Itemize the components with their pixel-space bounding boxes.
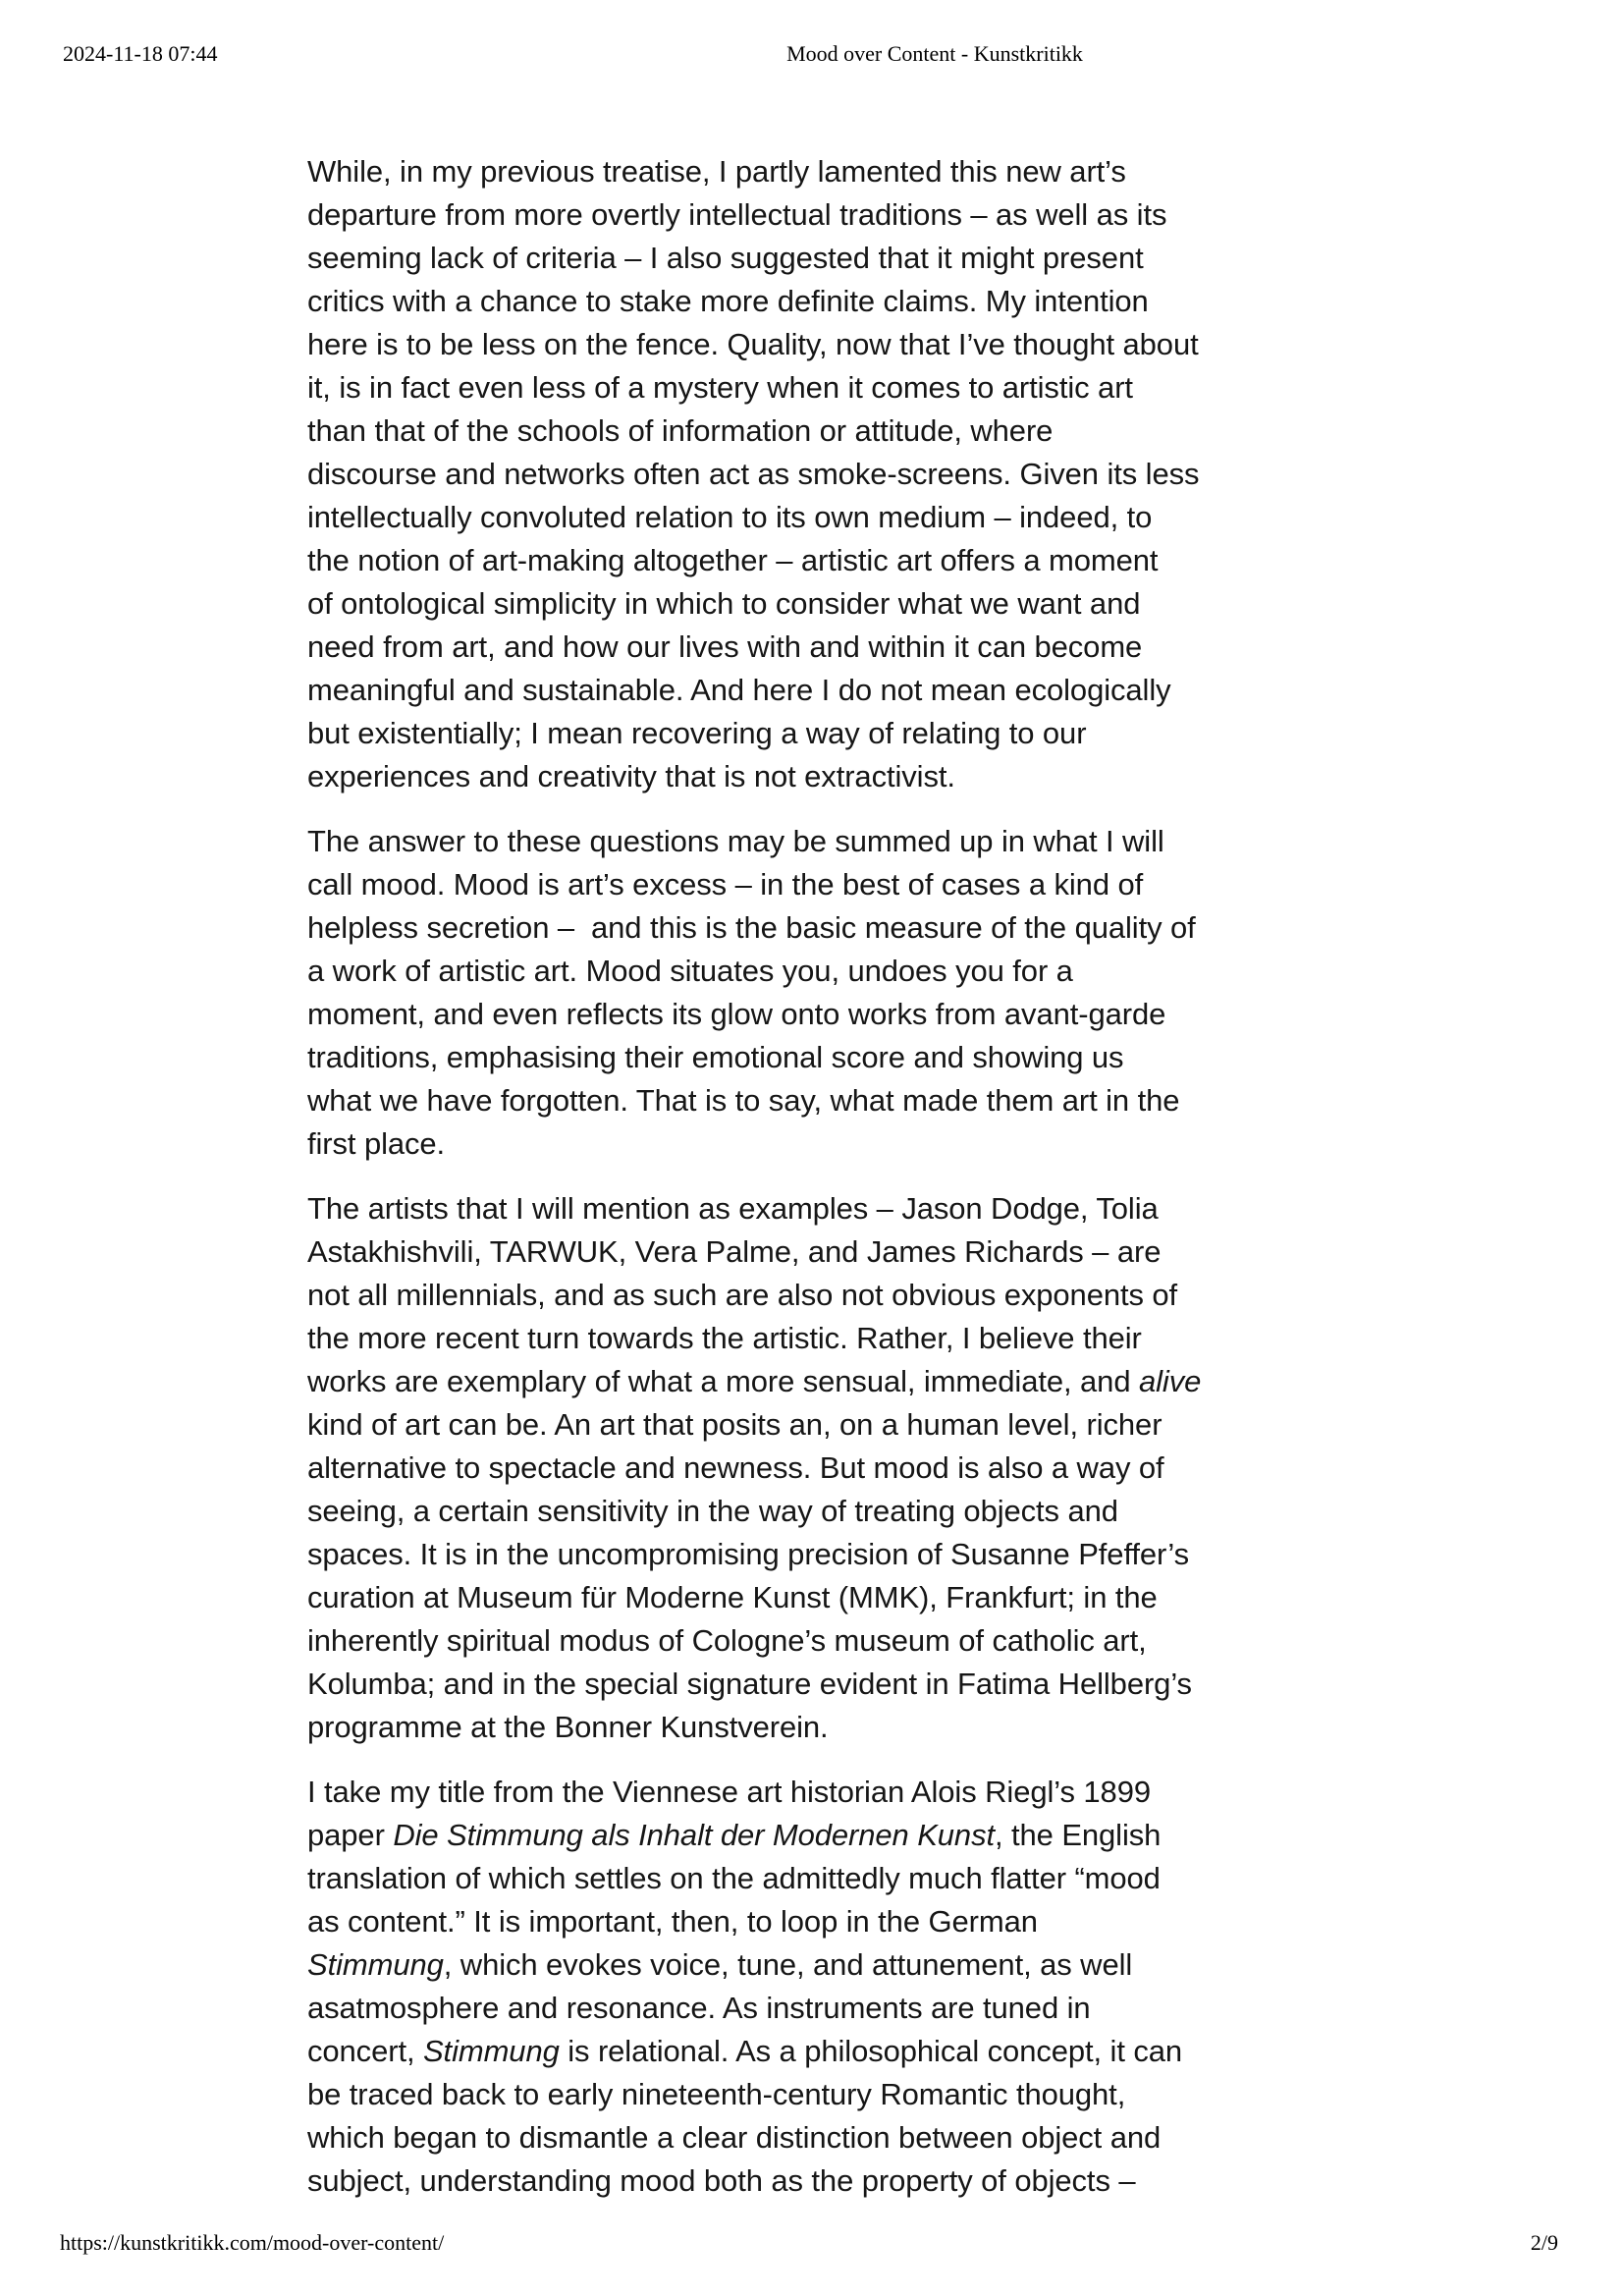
print-header-datetime: 2024-11-18 07:44	[63, 41, 218, 66]
text-line: the notion of art-making altogether – artistic art offers a moment	[307, 543, 1159, 577]
text-line: The answer to these questions may be summed up in what I will	[307, 824, 1164, 858]
text-line: which began to dismantle a clear distinction between object and	[307, 2120, 1162, 2155]
text-line: need from art, and how our lives with and within it can become	[307, 629, 1143, 664]
text-line: works are exemplary of what a more sensual, immediate, and alive	[307, 1364, 1202, 1398]
text-line: seeing, a certain sensitivity in the way of treating objects and	[307, 1494, 1118, 1528]
text-line: meaningful and sustainable. And here I do not mean ecologically	[307, 673, 1171, 707]
text-line: paper Die Stimmung als Inhalt der Modernen Kunst, the English	[307, 1818, 1162, 1852]
text-line: a work of artistic art. Mood situates you, undoes you for a	[307, 954, 1073, 988]
text-line: call mood. Mood is art’s excess – in the best of cases a kind of	[307, 867, 1144, 902]
text-line: Stimmung, which evokes voice, tune, and attunement, as well	[307, 1947, 1133, 1982]
text-line: here is to be less on the fence. Quality, now that I’ve thought about	[307, 327, 1199, 361]
text-line: traditions, emphasising their emotional score and showing us	[307, 1040, 1124, 1074]
text-line: as content.” It is important, then, to loop in the German	[307, 1904, 1038, 1939]
print-header-document-title: Mood over Content - Kunstkritikk	[786, 41, 1083, 66]
text-line: the more recent turn towards the artistic. Rather, I believe their	[307, 1321, 1142, 1355]
text-line: seeming lack of criteria – I also suggested that it might present	[307, 241, 1144, 275]
text-line: experiences and creativity that is not extractivist.	[307, 759, 955, 793]
text-line: The artists that I will mention as examples – Jason Dodge, Tolia	[307, 1191, 1159, 1226]
text-line: inherently spiritual modus of Cologne’s museum of catholic art,	[307, 1623, 1147, 1658]
text-line: of ontological simplicity in which to consider what we want and	[307, 586, 1141, 621]
text-line: not all millennials, and as such are also not obvious exponents of	[307, 1278, 1178, 1312]
text-line: critics with a chance to stake more definite claims. My intention	[307, 284, 1149, 318]
text-line: it, is in fact even less of a mystery when it comes to artistic art	[307, 370, 1133, 405]
text-line: asatmosphere and resonance. As instruments are tuned in	[307, 1991, 1091, 2025]
text-line: spaces. It is in the uncompromising precision of Susanne Pfeffer’s	[307, 1537, 1190, 1571]
text-line: intellectually convoluted relation to its own medium – indeed, to	[307, 500, 1153, 534]
text-line: moment, and even reflects its glow onto works from avant-garde	[307, 997, 1166, 1031]
text-line: departure from more overtly intellectual traditions – as well as its	[307, 197, 1167, 232]
text-line: Kolumba; and in the special signature evident in Fatima Hellberg’s	[307, 1667, 1192, 1701]
print-footer-url: https://kunstkritikk.com/mood-over-content/	[60, 2230, 445, 2255]
paragraph	[307, 150, 1358, 798]
text-line: but existentially; I mean recovering a way of relating to our	[307, 716, 1087, 750]
text-line: Astakhishvili, TARWUK, Vera Palme, and James Richards – are	[307, 1234, 1162, 1269]
text-line: subject, understanding mood both as the property of objects –	[307, 2163, 1136, 2198]
text-line: translation of which settles on the admittedly much flatter “mood	[307, 1861, 1161, 1895]
text-line: discourse and networks often act as smoke-screens. Given its less	[307, 457, 1200, 491]
text-line: than that of the schools of information or attitude, where	[307, 413, 1054, 448]
text-line: concert, Stimmung is relational. As a philosophical concept, it can	[307, 2034, 1183, 2068]
paragraph	[307, 1771, 1358, 2203]
text-line: first place.	[307, 1126, 446, 1161]
text-line: be traced back to early nineteenth-century Romantic thought,	[307, 2077, 1126, 2111]
text-line: kind of art can be. An art that posits an, on a human level, richer	[307, 1407, 1162, 1442]
text-line: what we have forgotten. That is to say, what made them art in the	[307, 1083, 1180, 1118]
text-line: alternative to spectacle and newness. But mood is also a way of	[307, 1450, 1164, 1485]
paragraph	[307, 1187, 1358, 1749]
paragraph	[307, 820, 1358, 1166]
text-line: programme at the Bonner Kunstverein.	[307, 1710, 829, 1744]
article-body	[307, 150, 1358, 2224]
text-line: curation at Museum für Moderne Kunst (MMK), Frankfurt; in the	[307, 1580, 1158, 1614]
text-line: helpless secretion – and this is the basic measure of the quality of	[307, 910, 1196, 945]
text-line: While, in my previous treatise, I partly lamented this new art’s	[307, 154, 1126, 189]
print-footer-page-number: 2/9	[1530, 2230, 1558, 2255]
text-line: I take my title from the Viennese art historian Alois Riegl’s 1899	[307, 1775, 1151, 1809]
